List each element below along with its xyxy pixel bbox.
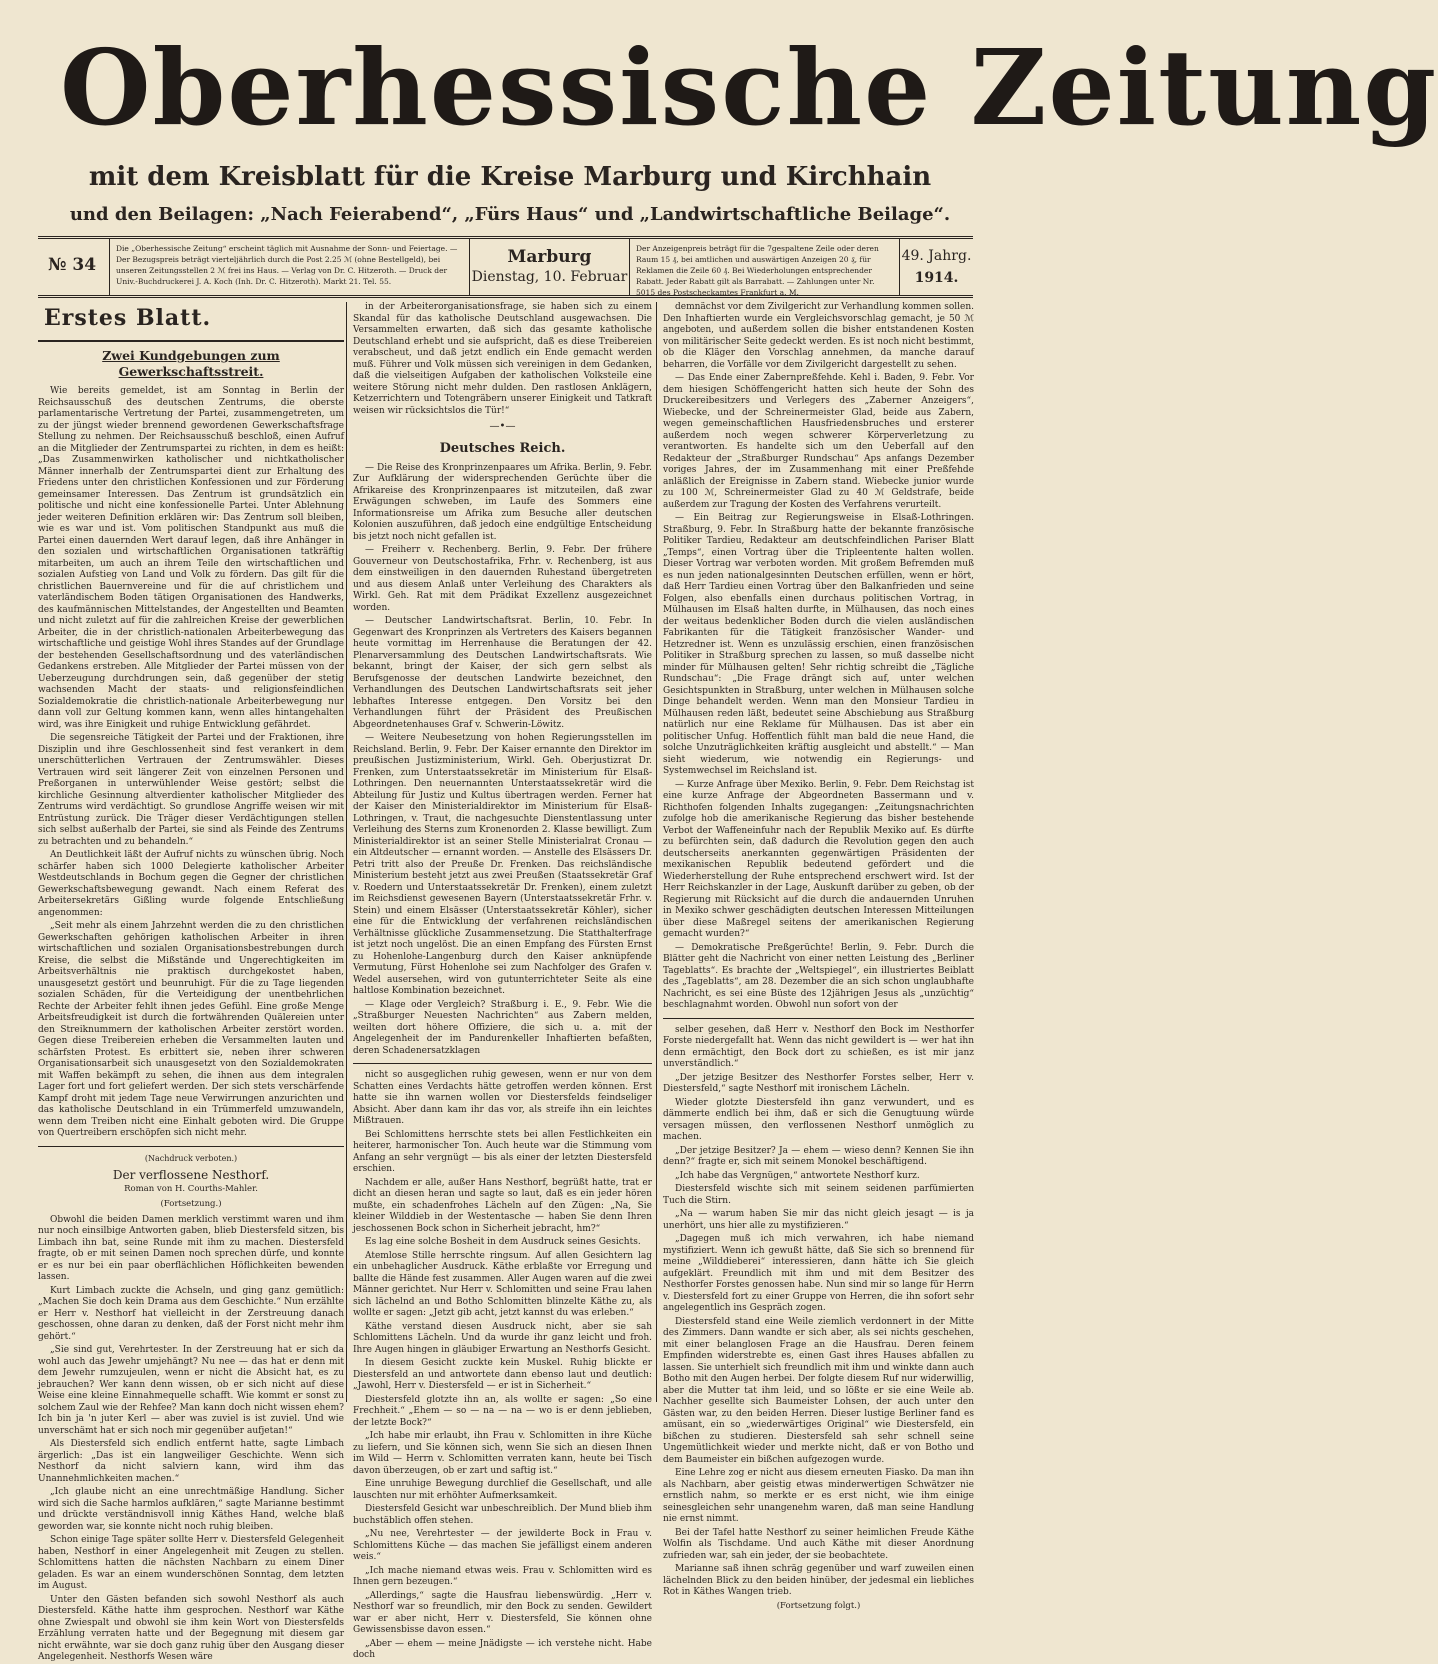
paragraph: nicht so ausgeglichen ruhig gewesen, wenn er nur von dem Schatten eines Verdachts hätte getroffen werden können. Erst hatte sie ihn warnen wollen vor Diestersfelds feindseliger Absicht. Aber dann kam ihr das vor, als streife ihn ein leichtes Mißtrauen.: [353, 1070, 652, 1126]
paragraph: Es lag eine solche Bosheit in dem Ausdruck seines Gesichts.: [365, 1237, 641, 1247]
paragraph: — Das Ende einer Zabernpreßfehde. Kehl i. Baden, 9. Febr. Vor dem hiesigen Schöffengericht hatten sich heute der Sohn des Druckereibesitzers und Verlegers des „Zaberner Anzeigers“, Wiebecke, und der Schreinermeister Glad, beide aus Zabern, wegen gemeinschaftlichen Hausfriedensbruches und ersterer außerdem noch wegen schwerer Körperverletzung zu verantworten. Es handelte sich um den Ueberfall auf den Redakteur der „Straßburger Rundschau“ Aps anfangs Dezember voriges Jahres, der im Zusammenhang mit einer Preßfehde anläßlich der Ereignisse in Zabern stand. Wiebecke junior wurde zu 100 ℳ, Schreinermeister Glad zu 40 ℳ Geldstrafe, beide außerdem zur Tragung der Kosten des Verfahrens verurteilt.: [663, 373, 974, 510]
article-headline: Zwei Kundgebungen zum Gewerkschaftsstreit.: [102, 348, 280, 379]
paragraph: Marianne saß ihnen schräg gegenüber und warf zuweilen einen lächelnden Blick zu den beiden hinüber, der jedesmal ein liebliches Rot in Käthes Wangen trieb.: [663, 1564, 974, 1597]
paragraph: „Allerdings,“ sagte die Hausfrau liebenswürdig. „Herr v. Nesthorf war so freundlich, mir den Bock zu senden. Gewildert war er aber nicht, Herr v. Diestersfeld, Sie können ohne Gewissensbisse davon essen.“: [353, 1590, 652, 1635]
continuation-note: (Fortsetzung folgt.): [776, 1600, 861, 1611]
paragraph: „Seit mehr als einem Jahrzehnt werden die zu den christlichen Gewerkschaften gehörigen katholischen Arbeiter in ihren wirtschaftlichen und sozialen Organisationsbestrebungen durch Kreise, die selbst die Mißstände und Ungerechtigkeiten im Arbeitsverhältnis nie praktisch durchgekostet haben, unausgesetzt gestört und beunruhigt. Für die zu Tage liegenden sozialen Schäden, für die Verteidigung der unentbehrlichen Rechte der Arbeiter fehlt ihnen jedes Gefühl. Eine große Menge Arbeitsfreudigkeit ist durch die fortwährenden Quälereien unter den Streiknummern der katholischen Arbeiter zerstört worden. Gegen diese Treibereien erheben die Versammelten lauten und schärfsten Protest. Es erbittert sie, neben ihrer schweren Organisationsarbeit sich unausgesetzt von den Sozialdemokraten mit Waffen bekämpft zu sehen, die ihnen aus dem integralen Lager fort und fort geliefert werden. Der sich stets verschärfende Kampf droht mit jedem Tage neue Verwirrungen anzurichten und das katholische Deutschland in ein Trümmerfeld umzuwandeln, wenn dem Treiben nicht eine Einhalt geboten wird. Die Gruppe von Quertreibern erschöpfen sich nicht mehr.: [38, 921, 344, 1138]
paragraph: in der Arbeiterorganisationsfrage, sie haben sich zu einem Skandal für das katholische Deutschland ausgewachsen. Die Versammelten erwarten, daß sich das gesamte katholische Deutschland erhebt und sie aufspricht, daß es diese Treibereien verabscheut, und daß jetzt endlich ein Ende gemacht werden muß. Führer und Volk müssen sich vereinigen in dem Gedanken, daß die vielseitigen Aufgaben der katholischen Volksteile eine weitere Störung nicht mehr dulden. Den rastlosen Anklägern, Ketzerrichtern und Totengräbern unserer Einigkeit und Tatkraft weisen wir rücksichtslos die Tür!“: [353, 302, 652, 416]
masthead-supplements: und den Beilagen: „Nach Feierabend“, „Fürs Haus“ und „Landwirtschaftliche Beilage“.: [69, 204, 951, 225]
volume-year: [900, 239, 973, 295]
rule: [353, 1063, 652, 1064]
paragraph: Diestersfeld stand eine Weile ziemlich verdonnert in der Mitte des Zimmers. Dann wandte er sich aber, als sei nichts geschehen, mit einer belanglosen Frage an die Hausfrau. Deren feinem Empfinden widerstrebte es, einen Gast ihres Hauses abfallen zu lassen. Sie unterhielt sich freundlich mit ihm und winkte dann auch Botho mit den Augen herbei. Der folgte diesem Ruf nur widerwillig, aber die Mutter tat ihm leid, und so lößte er sie eine Weile ab. Nachher gesellte sich Baumeister Lohsen, der auch unter den Gästen war, zu den beiden Herren. Dieser lustige Berliner fand es amüsant, ein so „wiederwärtiges Original“ wie Diestersfeld, ein bißchen zu studieren. Diestersfeld sah sehr schnell seine Ungemütlichkeit wieder und merkte nicht, daß er von Botho und dem Baumeister ein bißchen aufgezogen wurde.: [663, 1316, 974, 1465]
paragraph: „Na — warum haben Sie mir das nicht gleich jesagt — is ja unerhört, uns hier alle zu mystifizieren.“: [663, 1209, 974, 1231]
rule: [38, 1146, 344, 1147]
paragraph: „Aber — ehem — meine Jnädigste — ich verstehe nicht. Habe doch: [353, 1638, 652, 1660]
paragraph: — Ein Beitrag zur Regierungsweise in Elsaß-Lothringen. Straßburg, 9. Febr. In Straßburg hatte der bekannte französische Politiker Tardieu, Redakteur am deutschfeindlichen Pariser Blatt „Temps“, einen Vortrag über die Tripleentente halten wollen. Dieser Vortrag war verboten worden. Mit großem Befremden muß es nun jeden nationalgesinnten Deutschen erfüllen, wenn er hört, daß Herr Tardieu einen Vortrag über den Balkanfrieden und seine Folgen, also ebenfalls einen durchaus politischen Vortrag, in Mülhausen im Elsaß halten durfte, in Mülhausen, das noch eines der weitaus bedenklicher Boden durch die vielen ausländischen Fabrikanten für die Tätigkeit französischer Wander- und Hetzredner ist. Wenn es unzulässig erschien, einen französischen Politiker in Straßburg sprechen zu lassen, so muß dasselbe nicht minder für Mülhausen gelten! Sehr richtig schreibt die „Tägliche Rundschau“: „Die Frage drängt sich auf, unter welchen Gesichtspunkten in Straßburg, unter welchen in Mülhausen solche Dinge behandelt werden. Wenn man den Monsieur Tardieu in Mülhausen reden läßt, bedeutet seine Abschiebung aus Straßburg natürlich nur eine Reklame für Mülhausen. Das ist aber ein politischer Unfug. Hoffentlich fühlt man bald die neue Hand, die solche Unzuträglichkeiten kräftig ausgleicht und abstellt.“ — Man sieht wiederum, wie notwendig ein Regierungs- und Systemwechsel im Reichsland ist.: [663, 513, 974, 776]
issue-number: № 34: [38, 239, 110, 295]
feuilleton-author: Roman von H. Courths-Mahler.: [124, 1183, 258, 1194]
paragraph: Eine Lehre zog er nicht aus diesem erneuten Fiasko. Da man ihn als Nachbarn, aber geistig etwas minderwertigen Schwätzer nie ernstlich nahm, so merkte er es erst nicht, wie ihm einige seinesgleichen sehr unangenehm waren, daß man seine Handlung nie ernst nimmt.: [663, 1468, 974, 1524]
section-label: Erstes Blatt.: [44, 305, 212, 331]
reprint-notice: (Nachdruck verboten.): [144, 1153, 238, 1163]
paragraph: Diestersfeld Gesicht war unbeschreiblich. Der Mund blieb ihm buchstäblich offen stehen.: [353, 1504, 652, 1526]
rule: [38, 340, 344, 342]
subscription-info: Die „Oberhessische Zeitung“ erscheint täglich mit Ausnahme der Sonn- und Feiertage. — Der Bezugspreis beträgt vierteljährlich durch die Post 2.25 ℳ (ohne Bestellgeld), bei unseren Zeitungsstellen 2 ℳ frei ins Haus. — Verlag von Dr. C. Hitzeroth. — Druck der Univ.-Buchdruckerei J. A. Koch (Inh. Dr. C. Hitzeroth). Markt 21. Tel. 55.: [110, 239, 470, 295]
paragraph: Schon einige Tage später sollte Herr v. Diestersfeld Gelegenheit haben, Nesthorf in einer Angelegenheit mit Zeugen zu stellen. Schlomittens hatten die nächsten Nachbarn zu einem Diner geladen. Es war an einem wunderschönen Sonntag, dem letzten im August.: [38, 1535, 344, 1591]
paragraph: Wie bereits gemeldet, ist am Sonntag in Berlin der Reichsausschuß des deutschen Zentrums, die oberste parlamentarische Vertretung der Partei, zusammengetreten, um zu der jüngst wieder brennend gewordenen Gewerkschaftsfrage Stellung zu nehmen. Der Reichsausschuß beschloß, einen Aufruf an die Mitglieder der Zentrumspartei zu richten, in dem es heißt: „Das Zusammenwirken katholischer und nichtkatholischer Männer innerhalb der Zentrumspartei dient zur Erhaltung des Friedens unter den christlichen Konfessionen und zur Förderung gemeinsamer Interessen. Das Zentrum ist grundsätzlich ein politische und nicht eine konfessionelle Partei. Unter Ablehnung jeder weiteren Definition erklären wir: Das Zentrum soll bleiben, wie es war und ist. Vom politischen Standpunkt aus muß die Partei einen dauernden Wert darauf legen, daß ihre Anhänger in den sozialen und wirtschaftlichen Organisationen tatkräftig mitarbeiten, um auch an ihrem Teile den wirtschaftlichen und sozialen Aufstieg von Land und Volk zu fördern. Das gilt für die christlichen Bauernvereine und für die auf christlichem und vaterländischem Boden tätigen Organisationen des Handwerks, des kaufmännischen Mittelstandes, der Angestellten und Beamten und nicht zuletzt auf für die zahlreichen Kreise der gewerblichen Arbeiter, die in der christlich-nationalen Arbeiterbewegung das wirtschaftliche und geistige Wohl ihres Standes auf der Grundlage der bestehenden Gesellschaftsordnung und des vaterländischen Gedankens erstreben. Alle Mitglieder der Partei müssen von der Ueberzeugung durchdrungen sein, daß gegenüber der stetig wachsenden Macht der staats- und religionsfeindlichen Sozialdemokratie die christlich-nationale Arbeiterbewegung nur dann voll zur Geltung kommen kann, wenn alles hintangehalten wird, was ihre Einigkeit und ruhige Entwicklung gefährdet.: [38, 386, 344, 730]
paragraph: — Weitere Neubesetzung von hohen Regierungsstellen im Reichsland. Berlin, 9. Febr. Der Kaiser ernannte den Direktor im preußischen Justizministerium, Wirkl. Geh. Oberjustizrat Dr. Frenken, zum Unterstaatssekretär im Ministerium für Elsaß-Lothringen. Den neuernannten Unterstaatssekretär wird die Abteilung für Justiz und Kultus übertragen werden. Ferner hat der Kaiser den Ministerialdirektor im Ministerium für Elsaß-Lothringen, v. Traut, die nachgesuchte Dienstentlassung unter Verleihung des Sterns zum Kronenorden 2. Klasse bewilligt. Zum Ministerialdirektor ist an seiner Stelle Ministerialrat Cronau — ein Altdeutscher — ernannt worden. — Anstelle des Elsässers Dr. Petri tritt also der Preuße Dr. Frenken. Das reichsländische Ministerium besteht jetzt aus zwei Preußen (Staatssekretär Graf v. Roedern und Unterstaatssekretär Dr. Frenken), einem zuletzt im Reichsdienst gewesenen Bayern (Unterstaatssekretär Frhr. v. Stein) und einem Elsässer (Unterstaatssekretär Köhler), sicher eine für die Entwicklung der verfahrenen reichsländischen Verhältnisse glückliche Zusammensetzung. Die Statthalterfrage ist jetzt noch ungelöst. Die an einen Empfang des Fürsten Ernst zu Hohenlohe-Langenburg durch den Kaiser anknüpfende Vermutung, Fürst Hohenlohe sei zum Nachfolger des Grafen v. Wedel ausersehen, wird von gutunterrichteter Seite als eine haltlose Kombination bezeichnet.: [353, 733, 652, 996]
info-bar: [38, 236, 973, 298]
paragraph: „Ich mache niemand etwas weis. Frau v. Schlomitten wird es Ihnen gern bezeugen.“: [353, 1565, 652, 1587]
paragraph: „Ich glaube nicht an eine unrechtmäßige Handlung. Sicher wird sich die Sache harmlos aufklären,“ sagte Marianne bestimmt und drückte verständnisvoll innig Käthes Hand, welche blaß geworden war, sie konnte nicht noch ruhig bleiben.: [38, 1487, 344, 1532]
paragraph: Diestersfeld glotzte ihn an, als wollte er sagen: „So eine Frechheit.“ „Ehem — so — na — na — wo is er denn jeblieben, der letzte Bock?“: [353, 1394, 652, 1428]
paragraph: — Die Reise des Kronprinzenpaares um Afrika. Berlin, 9. Febr. Zur Aufklärung der widersprechenden Gerüchte über die Afrikareise des Kronprinzenpaares ist mitzuteilen, daß zwar Erwägungen schweben, im Laufe des Sommers eine Informationsreise um Afrika zum Besuche aller deutschen Kolonien auszuführen, daß jedoch eine endgültige Entscheidung bis jetzt noch nicht gefallen ist.: [353, 462, 652, 542]
volume: 49. Jahrg.: [901, 248, 972, 264]
paragraph: „Der jetzige Besitzer? Ja — ehem — wieso denn? Kennen Sie ihn denn?“ fragte er, sich mit seinem Monokel beschäftigend.: [663, 1145, 974, 1167]
continuation-note: (Fortsetzung.): [160, 1199, 222, 1209]
paragraph: Unter den Gästen befanden sich sowohl Nesthorf als auch Diestersfeld. Käthe hatte ihm gesprochen. Nesthorf war Käthe ohne Zwiespalt und obwohl sie ihm kein Wort von Diestersfelds Erzählung verraten hatte und der Begegnung mit diesem gar nicht erwähnte, war sie doch ganz ruhig über den Ausgang dieser Angelegenheit. Nesthorfs Wesen wäre: [38, 1594, 344, 1662]
paragraph: In diesem Gesicht zuckte kein Muskel. Ruhig blickte er Diestersfeld an und antwortete dann ebenso laut und deutlich: „Jawohl, Herr v. Diestersfeld — er ist in Sicherheit.“: [353, 1358, 652, 1391]
section-ornament: —•—: [489, 421, 516, 432]
paragraph: Als Diestersfeld sich endlich entfernt hatte, sagte Limbach ärgerlich: „Das ist ein langweiliger Geschichte. Wenn sich Nesthorf da nicht salviern kann, wird ihm das Unannehmlichkeiten machen.“: [38, 1439, 344, 1484]
paragraph: — Freiherr v. Rechenberg. Berlin, 9. Febr. Der frühere Gouverneur von Deutschostafrika, Frhr. v. Rechenberg, ist aus dem einstweiligen in den dauernden Ruhestand übergetreten und aus diesem Anlaß unter Verleihung des Charakters als Wirkl. Geh. Rat mit dem Prädikat Exzellenz ausgezeichnet worden.: [353, 545, 652, 613]
masthead-title: Oberhessische Zeitung: [60, 26, 1438, 149]
year: 1914.: [914, 270, 959, 286]
paragraph: „Der jetzige Besitzer des Nesthorfer Forstes selber, Herr v. Diestersfeld,“ sagte Nesthorf mit ironischem Lächeln.: [663, 1072, 974, 1094]
rule: [663, 1018, 974, 1019]
paragraph: Bei Schlomittens herrschte stets bei allen Festlichkeiten ein heiterer, harmonischer Ton. Auch heute war die Stimmung vom Anfang an sehr vergnügt — bis als einer der letzten Diestersfeld erschien.: [353, 1129, 652, 1174]
paragraph: demnächst vor dem Zivilgericht zur Verhandlung kommen sollen. Den Inhaftierten wurde ein Vergleichsvorschlag gemacht, je 50 ℳ angeboten, und außerdem sollen die bisher entstandenen Kosten von militärischer Seite gedeckt werden. Es ist noch nicht bestimmt, ob die Kläger den Vorschlag annehmen, da manche darauf beharren, die Vorfälle vor dem Zivilgericht dargestellt zu sehen.: [663, 302, 974, 370]
city: Marburg: [507, 247, 592, 267]
paragraph: Käthe verstand diesen Ausdruck nicht, aber sie sah Schlomittens Lächeln. Und da wurde ihr ganz leicht und froh. Ihre Augen hingen in gläubiger Erwartung an Nesthorfs Gesicht.: [353, 1321, 652, 1355]
paragraph: — Deutscher Landwirtschaftsrat. Berlin, 10. Febr. In Gegenwart des Kronprinzen als Vertreters des Kaisers begannen heute vormittag im Herrenhause die Beratungen der 42. Plenarversammlung des Deutschen Landwirtschaftsrats. Wie bekannt, bringt der Kaiser, der sich gern selbst als Berufsgenosse der deutschen Landwirte bezeichnet, den Verhandlungen des Deutschen Landwirtschaftsrats seit jeher lebhaftes Interesse entgegen. Den Vorsitz bei den Verhandlungen führt der Präsident des Preußischen Abgeordnetenhauses Graf v. Schwerin-Löwitz.: [353, 616, 652, 730]
paragraph: Bei der Tafel hatte Nesthorf zu seiner heimlichen Freude Käthe Wolfin als Tischdame. Und auch Käthe mit dieser Anordnung zufrieden war, sah ein jeder, der sie beobachtete.: [663, 1527, 974, 1561]
paragraph: — Klage oder Vergleich? Straßburg i. E., 9. Febr. Wie die „Straßburger Neuesten Nachrichten“ aus Zabern melden, weilten dort höhere Offiziere, die sich u. a. mit der Angelegenheit der im Pandurenkeller Inhaftierten befaßten, deren Schadenersatzklagen: [353, 999, 652, 1056]
paragraph: „Ich habe das Vergnügen,“ antwortete Nesthorf kurz.: [675, 1170, 920, 1181]
paragraph: — Demokratische Preßgerüchte! Berlin, 9. Febr. Durch die Blätter geht die Nachricht von einer netten Leistung des „Berliner Tageblatts“. Es brachte der „Weltspiegel“, ein illustriertes Beiblatt des „Tageblatts“, am 28. Dezember die an sich schon unglaubhafte Nachricht, es sei eine Büste des 12jährigen Jesus als „unzüchtig“ beschlagnahmt worden. Obwohl nun sofort von der: [663, 942, 974, 1010]
paragraph: — Kurze Anfrage über Mexiko. Berlin, 9. Febr. Dem Reichstag ist eine kurze Anfrage der Abgeordneten Bassermann und v. Richthofen folgenden Inhalts zugegangen: „Zeitungsnachrichten zufolge hob die amerikanische Regierung das bisher bestehende Verbot der Waffeneinfuhr nach der Republik Mexiko auf. Es dürfte zu befürchten sein, daß dadurch die Revolution gegen den auch deutscherseits anerkannten gegenwärtigen Präsidenten der mexikanischen Republik bedeutend gefördert und die Wiederherstellung der Ruhe entsprechend erschwert wird. Ist der Herr Reichskanzler in der Lage, Auskunft darüber zu geben, ob der Regierung mit Rücksicht auf die durch die andauernden Unruhen in Mexiko schwer geschädigten deutschen Interessen Mitteilungen über diese Maßregel seitens der amerikanischen Regierung gemacht wurden?“: [663, 779, 974, 939]
paragraph: „Ich habe mir erlaubt, ihn Frau v. Schlomitten in ihre Küche zu liefern, und Sie können sich, wenn Sie sich an diesen Ihnen im Wild — Herrn v. Schlomitten verraten kann, heute bei Tisch davon überzeugen, ob er zart und saftig ist.“: [353, 1431, 652, 1476]
paragraph: Nachdem er alle, außer Hans Nesthorf, begrüßt hatte, trat er dicht an diesen heran und sagte so laut, daß es ein jeder hören mußte, ein schadenfrohes Lächeln auf den Zügen: „Na, Sie kleiner Wilddieb in der Westentasche — haben Sie denn Ihren jeschossenen Bock schon in Sicherheit jebracht, hm?“: [353, 1177, 652, 1234]
column-1: [38, 302, 344, 1662]
paragraph: Kurt Limbach zuckte die Achseln, und ging ganz gemütlich: „Machen Sie doch kein Drama aus dem Geschichte.“ Nun erzählte er Herr v. Nesthorf hat vielleicht in der Zerstreuung danach geschossen, ohne daran zu denken, daß der Forst nicht mehr ihm gehört.“: [38, 1285, 344, 1342]
paragraph: „Sie sind gut, Verehrtester. In der Zerstreuung hat er sich da wohl auch das Jewehr umjehängt? Nu nee — das hat er denn mit dem Jewehr rumzujeulen, wenn er nicht die Absicht hat, es zu jebrauchen? Wer kann denn wissen, ob er sich nicht auf diese Weise eine kleine Einnahmequelle schafft. Wie kommt er sonst zu solchem Zaul wie der Rehfee? Man kann doch nicht wissen ehem? Ich bin ja 'n juter Kerl — aber was zuviel is ist zuviel. Und wie unverschämt hat er sich noch mir gegenüber aufjetan!“: [38, 1345, 344, 1436]
dateline: [470, 239, 630, 295]
paragraph: Eine unruhige Bewegung durchlief die Gesellschaft, und alle lauschten nur mit erhöhter Aufmerksamkeit.: [353, 1479, 652, 1501]
column-3: [656, 302, 974, 1611]
advertising-info: Der Anzeigenpreis beträgt für die 7gespaltene Zeile oder deren Raum 15 ₰, bei amtlichen und auswärtigen Anzeigen 20 ₰, für Reklamen die Zeile 60 ₰. Bei Wiederholungen entsprechender Rabatt. Jeder Rabatt gilt als Barrabatt. — Zahlungen unter Nr. 5015 des Postscheckamtes Frankfurt a. M.: [630, 239, 900, 295]
paragraph: Obwohl die beiden Damen merklich verstimmt waren und ihm nur noch einsilbige Antworten gaben, blieb Diestersfeld sitzen, bis Limbach ihn bat, seine Runde mit ihm zu machen. Diestersfeld fragte, ob er mit seinen Damen noch sprechen dürfe, und konnte er es nur bei ein paar oberflächlichen Höflichkeiten bewenden lassen.: [38, 1214, 344, 1282]
paragraph: Atemlose Stille herrschte ringsum. Auf allen Gesichtern lag ein unbehaglicher Ausdruck. Käthe erblaßte vor Erregung und ballte die Hände fest zusammen. Aller Augen waren auf die zwei Männer gerichtet. Nur Herr v. Schlomitten und seine Frau lahen sich lächelnd an und Botho Schlomitten blinzelte Käthe zu, als wollte er sagen: „Jetzt gib acht, jetzt kannst du was erleben.“: [353, 1250, 652, 1318]
paragraph: „Dagegen muß ich mich verwahren, ich habe niemand mystifiziert. Wenn ich gewußt hätte, daß Sie sich so brennend für meine „Wilddieberei“ interessieren, dann hätte ich Sie gleich aufgeklärt. Freundlich mit ihm und mit dem Besitzer des Nesthorfer Forstes genossen habe. Nun sind mir so lange für Herrn v. Diestersfeld fort zu einer Gruppe von Herren, die ihn sofort sehr angelegentlich ins Gespräch zogen.: [663, 1234, 974, 1313]
masthead-subtitle: mit dem Kreisblatt für die Kreise Marburg und Kirchhain: [88, 162, 932, 192]
paragraph: Diestersfeld wischte sich mit seinem seidenen parfümierten Tuch die Stirn.: [663, 1184, 974, 1206]
section-headline: Deutsches Reich.: [439, 440, 566, 456]
paragraph: selber gesehen, daß Herr v. Nesthorf den Bock im Nesthorfer Forste niedergefallt hat. Wenn das nicht gewildert is — wer hat ihn denn ermächtigt, den Bock dort zu schießen, es ist mir janz unverständlich.“: [663, 1024, 974, 1069]
paragraph: „Nu nee, Verehrtester — der jewilderte Bock in Frau v. Schlomittens Küche — das machen Sie jefälligst einem anderen weis.“: [353, 1529, 652, 1562]
paragraph: Die segensreiche Tätigkeit der Partei und der Fraktionen, ihre Disziplin und ihre Geschlossenheit sind fest verankert in dem unerschütterlichen Vertrauen der Zentrumswähler. Dieses Vertrauen wird seit längerer Zeit von einzelnen Personen und Preßorganen in unterwühlender Weise gestört; selbst die kirchliche Gesinnung altverdienter katholischer Mitglieder des Zentrums wird verdächtigt. So grundlose Angriffe weisen wir mit Entrüstung zurück. Die Träger dieser Verdächtigungen stellen sich selbst außerhalb der Partei, sie sind als Feinde des Zentrums zu betrachten und zu behandeln.“: [38, 733, 344, 847]
paragraph: An Deutlichkeit läßt der Aufruf nichts zu wünschen übrig. Noch schärfer haben sich 1000 Delegierte katholischer Arbeiter Westdeutschlands in Bochum gegen die Gegner der christlichen Gewerkschaftsbewegung gewandt. Nach einem Referat des Arbeitersekretärs Gißling wurde folgende Entschließung angenommen:: [38, 850, 344, 918]
column-2: [346, 302, 652, 1660]
paragraph: Wieder glotzte Diestersfeld ihn ganz verwundert, und es dämmerte endlich bei ihm, daß er sich die Genugtuung würde versagen müssen, den verflossenen Nesthorf unmöglich zu machen.: [663, 1097, 974, 1142]
issue-date: Dienstag, 10. Februar: [471, 269, 628, 285]
feuilleton-title: Der verflossene Nesthorf.: [112, 1168, 270, 1182]
